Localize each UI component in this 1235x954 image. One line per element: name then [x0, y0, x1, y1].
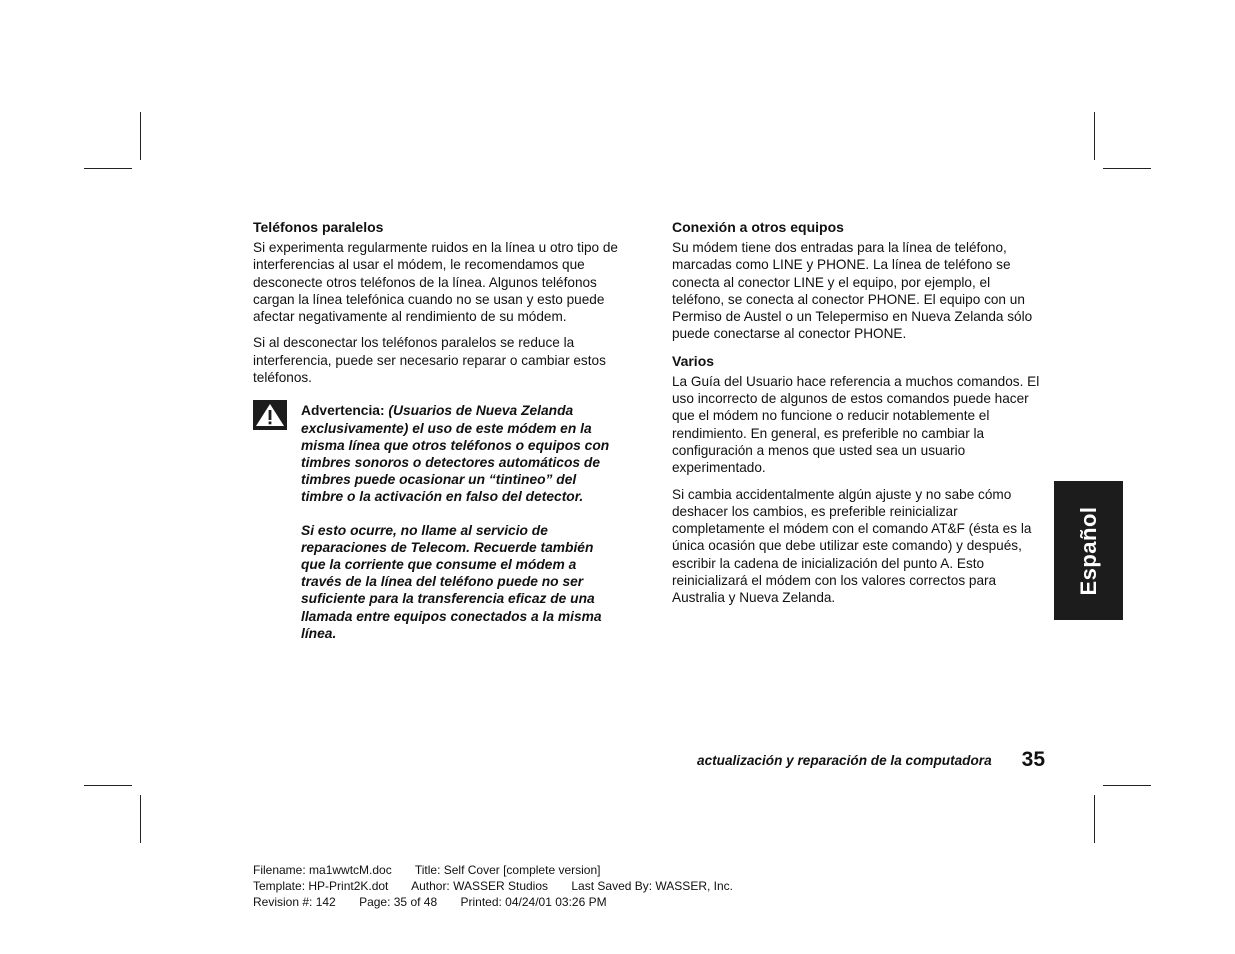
file-info-line	[253, 862, 753, 878]
warning-triangle-icon	[253, 400, 287, 430]
crop-mark	[140, 112, 141, 160]
paragraph: Si al desconectar los teléfonos paralelos se reduce la interferencia, puede ser necesario reparar o cambiar estos teléfonos.	[253, 335, 606, 386]
paragraph: Si experimenta regularmente ruidos en la línea u otro tipo de interferencias al usar el módem, le recomendamos que desconecte otros teléfonos de la línea. Algunos teléfonos cargan la línea telefónica cuando no se usan y esto puede afectar negativamente al rendimiento de su módem.	[253, 240, 618, 325]
crop-mark	[1094, 795, 1095, 843]
crop-mark	[1094, 112, 1095, 160]
warning-block	[253, 402, 618, 642]
printed-date: Printed: 04/24/01 03:26 PM	[460, 895, 607, 909]
section-heading-other-equipment: Conexión a otros equipos	[672, 219, 844, 235]
language-tab	[1054, 481, 1123, 620]
file-info-line	[253, 878, 753, 894]
warning-label: Advertencia:	[301, 403, 385, 419]
revision: Revision #: 142	[253, 895, 336, 909]
file-info	[253, 862, 753, 910]
section-heading-misc: Varios	[672, 352, 715, 369]
warning-body: (Usuarios de Nueva Zelanda exclusivamente) el uso de este módem en la misma línea que otros teléfonos o equipos con timbres sonoros o detectores automáticos de timbres puede ocasionar un “tintineo” del timbre o la activación en falso del detector.	[301, 403, 610, 505]
doc-title: Title: Self Cover [complete version]	[414, 863, 601, 877]
filename: Filename: ma1wwtcM.doc	[253, 863, 392, 877]
paragraph: Si cambia accidentalmente algún ajuste y no sabe cómo deshacer los cambios, es preferible reinicializar completamente el módem con el comando AT&F (ésta es la única ocasión que debe utilizar este comando) y después, escribir la cadena de inicialización del punto A. Esto reinicializará el módem con los valores correctos para Australia y Nueva Zelanda.	[672, 486, 1032, 606]
left-column	[253, 218, 618, 642]
paragraph: La Guía del Usuario hace referencia a muchos comandos. El uso incorrecto de algunos de estos comandos puede hacer que el módem no funcione o reducir notablemente el rendimiento. En general, es preferible no cambiar la configuración a menos que usted sea un usuario experimentado.	[672, 373, 1040, 476]
warning-text	[301, 402, 618, 642]
crop-mark	[1103, 785, 1151, 786]
crop-mark	[140, 795, 141, 843]
page-number: 35	[1021, 748, 1045, 771]
warning-body: Si esto ocurre, no llame al servicio de reparaciones de Telecom. Recuerde también que la corriente que consume el módem a través de la línea del teléfono puede no ser suficiente para la transferencia eficaz de una llamada entre equipos conectados a la misma línea.	[301, 522, 602, 641]
language-tab-label: Español	[1075, 505, 1101, 596]
page-count: Page: 35 of 48	[359, 895, 438, 909]
last-saved: Last Saved By: WASSER, Inc.	[571, 879, 733, 893]
crop-mark	[1103, 168, 1151, 169]
right-column	[672, 218, 1042, 616]
running-footer	[600, 746, 1045, 774]
crop-mark	[84, 785, 132, 786]
file-info-line	[253, 894, 753, 910]
section-heading-parallel-phones: Teléfonos paralelos	[253, 219, 384, 235]
paragraph: Su módem tiene dos entradas para la línea de teléfono, marcadas como LINE y PHONE. La línea de teléfono se conecta al conector LINE y el equipo, por ejemplo, el teléfono, se conecta al conector PHONE. El equipo con un Permiso de Austel o un Telepermiso en Nueva Zelanda sólo puede conectarse al conector PHONE.	[672, 240, 1033, 342]
template: Template: HP-Print2K.dot	[253, 879, 389, 893]
author: Author: WASSER Studios	[411, 879, 549, 893]
crop-mark	[84, 168, 132, 169]
footer-title: actualización y reparación de la computadora	[697, 752, 992, 768]
